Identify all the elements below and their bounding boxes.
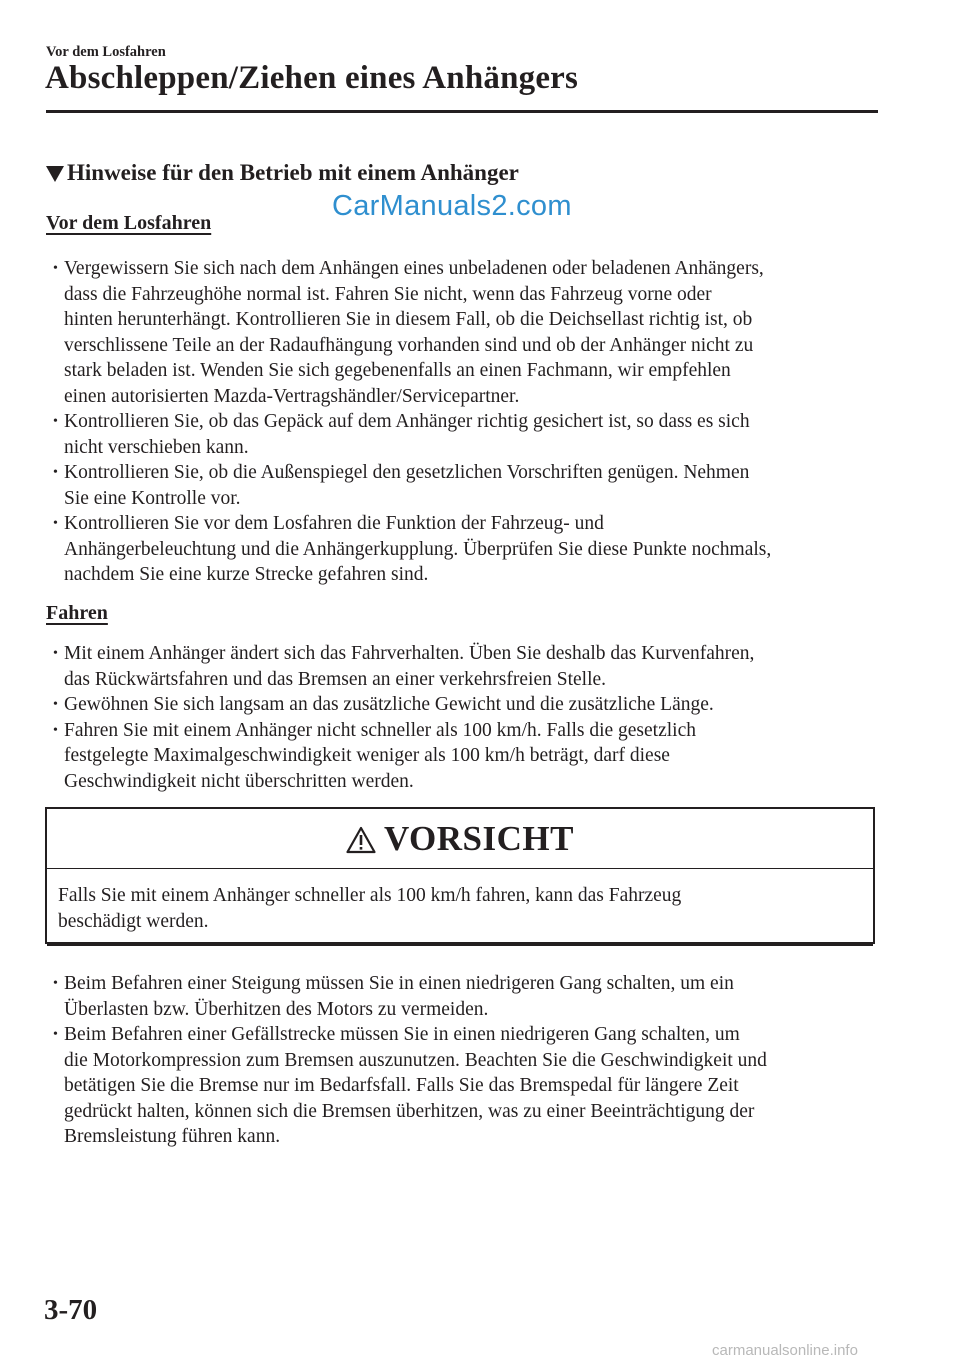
bullet-dot: •: [53, 516, 58, 531]
caution-box: [45, 807, 875, 944]
list-item-line: stark beladen ist. Wenden Sie sich gegebenenfalls an einen Fachmann, wir empfehlen: [64, 360, 731, 381]
list-item-line: Geschwindigkeit nicht überschritten werden.: [64, 770, 414, 792]
list-item-line: hinten herunterhängt. Kontrollieren Sie in diesem Fall, ob die Deichsellast richtig ist, ob: [64, 309, 753, 330]
list-item-line: Sie eine Kontrolle vor.: [64, 487, 241, 509]
caution-text-line: beschädigt werden.: [58, 911, 209, 932]
list-item-line: Beim Befahren einer Gefällstrecke müssen Sie in einen niedrigeren Gang schalten, um: [64, 1024, 740, 1045]
list-item: [46, 511, 886, 588]
list-item-line: einen autorisierten Mazda-Vertragshändler/Servicepartner.: [64, 385, 520, 407]
list-item: [46, 1022, 886, 1150]
list-item-line: nicht verschieben kann.: [64, 436, 249, 458]
list-item: [46, 460, 886, 511]
page-number: 3-70: [44, 1294, 98, 1326]
bullet-dot: •: [53, 465, 58, 480]
bullet-dot: •: [53, 976, 58, 991]
list-item-line: Vergewissern Sie sich nach dem Anhängen eines unbeladenen oder beladenen Anhängers,: [64, 258, 764, 279]
list-item-line: die Motorkompression zum Bremsen auszunutzen. Beachten Sie die Geschwindigkeit und: [64, 1049, 767, 1071]
list-item: [46, 971, 886, 1022]
breadcrumb: Vor dem Losfahren: [46, 44, 166, 60]
subheading-before-driving: Vor dem Losfahren: [46, 212, 212, 234]
list-item: [46, 256, 886, 409]
list-item-line: nachdem Sie eine kurze Strecke gefahren sind.: [64, 564, 429, 585]
list-item: [46, 641, 886, 692]
watermark-carmanuals2: CarManuals2.com: [332, 190, 572, 222]
caution-header: [47, 809, 873, 869]
bullet-dot: •: [53, 646, 58, 661]
list-item-line: Kontrollieren Sie, ob die Außenspiegel den gesetzlichen Vorschriften genügen. Nehmen: [64, 462, 750, 483]
title-divider: [46, 110, 878, 113]
list-item-line: betätigen Sie die Bremse nur im Bedarfsfall. Falls Sie das Bremspedal für längere Zeit: [64, 1075, 739, 1096]
list-item-line: verschlissene Teile an der Radaufhängung vorhanden sind und ob der Anhänger nicht zu: [64, 334, 754, 356]
section-heading-text: Hinweise für den Betrieb mit einem Anhänger: [67, 160, 519, 185]
bullet-dot: •: [53, 697, 58, 712]
caution-text-line: Falls Sie mit einem Anhänger schneller als 100 km/h fahren, kann das Fahrzeug: [58, 885, 682, 906]
page-title: Abschleppen/Ziehen eines Anhängers: [45, 60, 579, 96]
list-item-line: gedrückt halten, können sich die Bremsen überhitzen, was zu einer Beeinträchtigung der: [64, 1100, 755, 1122]
list-item-line: Kontrollieren Sie vor dem Losfahren die Funktion der Fahrzeug- und: [64, 513, 604, 534]
list-item-line: Beim Befahren einer Steigung müssen Sie in einen niedrigeren Gang schalten, um ein: [64, 973, 734, 994]
triangle-down-icon: [46, 166, 64, 182]
list-item-line: Bremsleistung führen kann.: [64, 1126, 281, 1147]
list-item-line: Anhängerbeleuchtung und die Anhängerkupplung. Überprüfen Sie diese Punkte nochmals,: [64, 538, 772, 560]
subheading-driving: Fahren: [46, 602, 108, 624]
bullet-dot: •: [53, 261, 58, 276]
list-item: [46, 409, 886, 460]
footer-watermark: carmanualsonline.info: [712, 1342, 858, 1359]
list-item-line: Überlasten bzw. Überhitzen des Motors zu vermeiden.: [64, 998, 489, 1020]
bullet-list-before-driving: [46, 256, 886, 588]
warning-triangle-icon: [346, 826, 376, 854]
caution-title: VORSICHT: [383, 818, 574, 858]
bullet-list-driving: [46, 641, 886, 794]
list-item: [46, 692, 886, 718]
list-item-line: festgelegte Maximalgeschwindigkeit weniger als 100 km/h beträgt, darf diese: [64, 745, 670, 766]
list-item-line: Gewöhnen Sie sich langsam an das zusätzliche Gewicht und die zusätzliche Länge.: [64, 694, 714, 715]
bullet-list-slopes: [46, 971, 886, 1150]
list-item-line: dass die Fahrzeughöhe normal ist. Fahren Sie nicht, wenn das Fahrzeug vorne oder: [64, 283, 712, 305]
list-item: [46, 718, 886, 795]
bullet-dot: •: [53, 414, 58, 429]
bullet-dot: •: [53, 1027, 58, 1042]
list-item-line: Kontrollieren Sie, ob das Gepäck auf dem Anhänger richtig gesichert ist, so dass es sich: [64, 411, 750, 432]
list-item-line: Fahren Sie mit einem Anhänger nicht schneller als 100 km/h. Falls die gesetzlich: [64, 719, 696, 741]
bullet-dot: •: [53, 722, 58, 738]
caution-text: [58, 883, 848, 935]
list-item-line: Mit einem Anhänger ändert sich das Fahrverhalten. Üben Sie deshalb das Kurvenfahren,: [64, 643, 755, 664]
list-item-line: das Rückwärtsfahren und das Bremsen an einer verkehrsfreien Stelle.: [64, 668, 607, 690]
section-heading: [46, 160, 519, 186]
